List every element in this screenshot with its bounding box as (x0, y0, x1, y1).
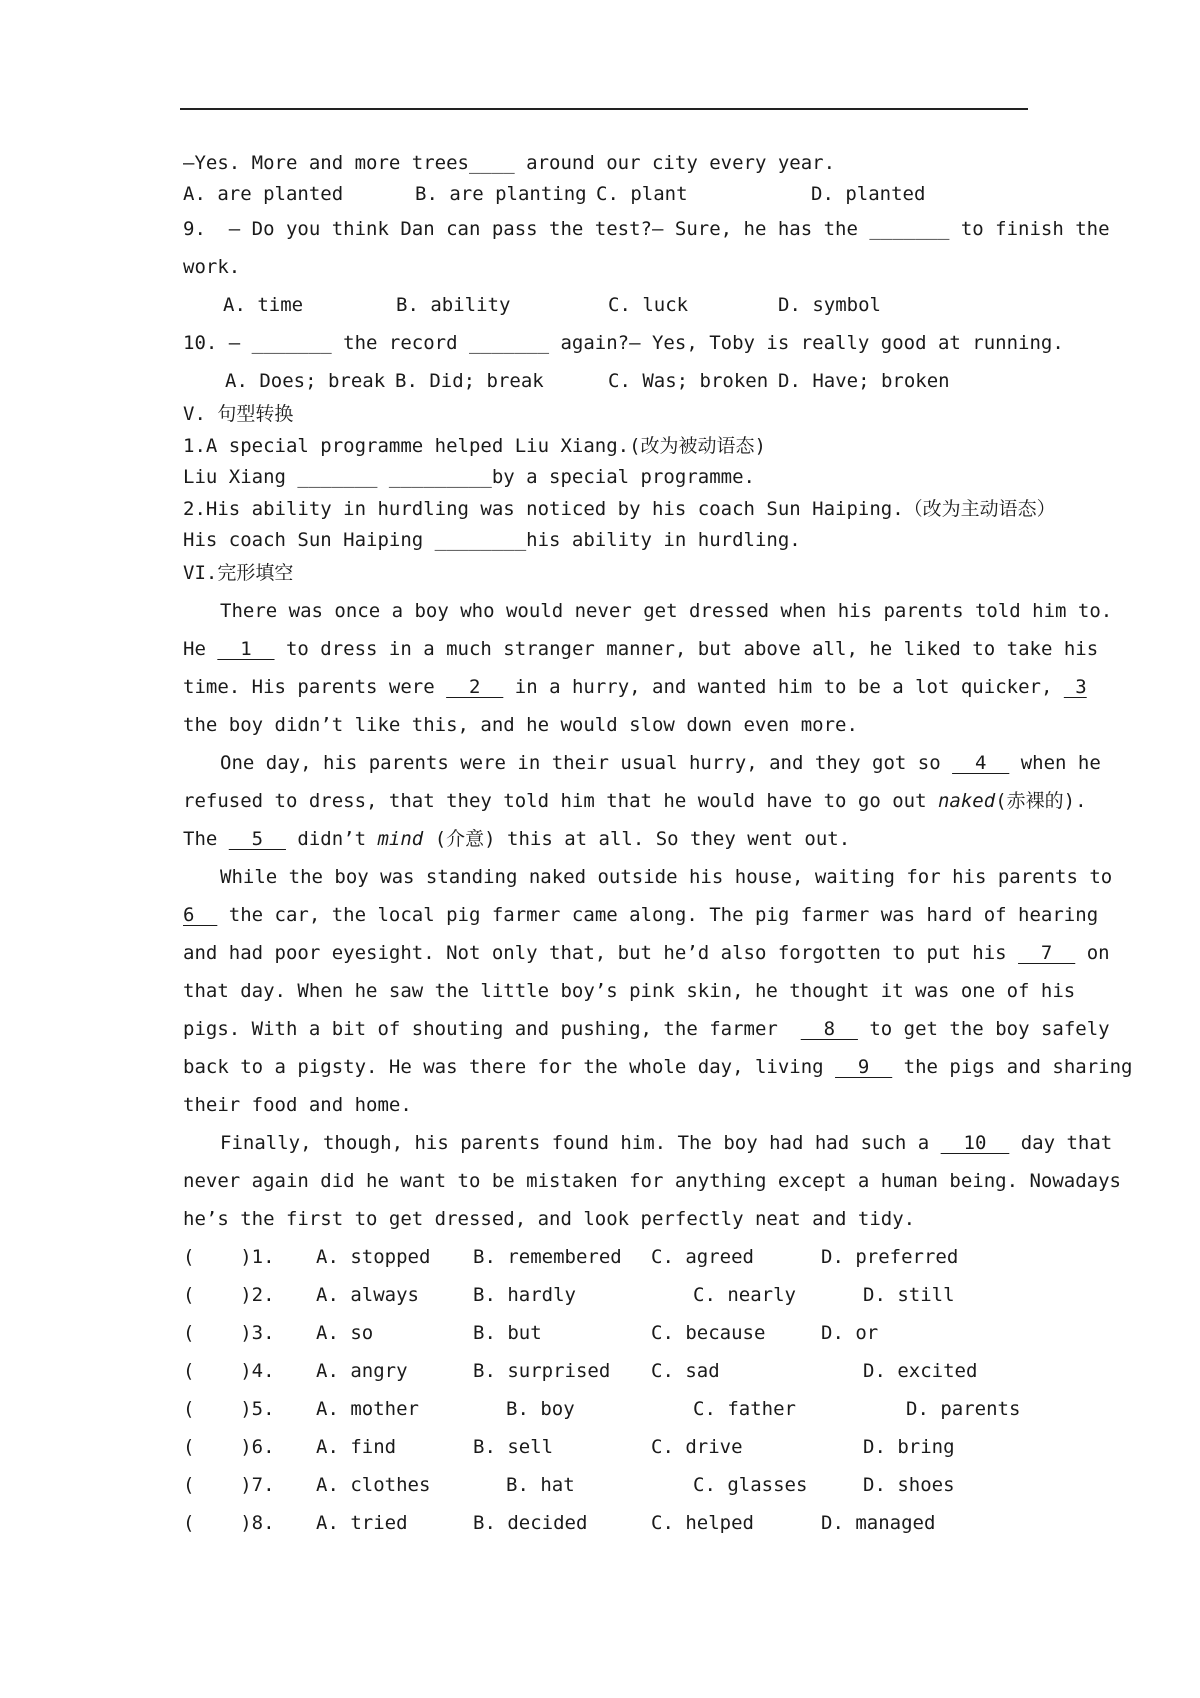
option-b: B. hat (506, 1474, 575, 1496)
option-b: B. surprised (473, 1360, 611, 1382)
option-c: C. glasses (693, 1474, 808, 1496)
option-a: A. always (316, 1284, 419, 1306)
blank-8: 8 (800, 1018, 858, 1040)
blank-4: 4 (952, 752, 1010, 774)
blank-5: 5 (228, 828, 286, 850)
option-b: B. remembered (473, 1246, 622, 1268)
p4-line1: Finally, though, his parents found him. The boy had had such a 10 day that (220, 1132, 1113, 1154)
word-mind: mind (377, 828, 424, 850)
option-d: D. preferred (821, 1246, 959, 1268)
option-number: ( )5. (183, 1398, 275, 1420)
q10-options (183, 368, 1033, 394)
option-a: A. so (316, 1322, 374, 1344)
option-d: D. bring (863, 1436, 955, 1458)
option-row (183, 1358, 1033, 1384)
blank-1: 1 (217, 638, 275, 660)
p3-line1: While the boy was standing naked outside his house, waiting for his parents to (220, 866, 1113, 888)
q9-stem-line2: work. (183, 256, 241, 278)
section-5-answer-1: Liu Xiang _______ _________by a special programme. (183, 466, 755, 488)
option-number: ( )8. (183, 1512, 275, 1534)
p3-line3: and had poor eyesight. Not only that, but he’d also forgotten to put his 7 on (183, 942, 1110, 964)
q10-option-a: A. Does; break (225, 370, 386, 392)
option-c: C. sad (651, 1360, 720, 1382)
section-6-heading: VI.完形填空 (183, 562, 294, 584)
blank-9: 9 (835, 1056, 893, 1078)
header-rule (180, 108, 1028, 110)
p3-line4: that day. When he saw the little boy’s pink skin, he thought it was one of his (183, 980, 1076, 1002)
p1-line2: He 1 to dress in a much stranger manner, but above all, he liked to take his (183, 638, 1099, 660)
section-5-heading: V. 句型转换 (183, 403, 294, 425)
p2-line1: One day, his parents were in their usual hurry, and they got so 4 when he (220, 752, 1101, 774)
p4-line2: never again did he want to be mistaken for anything except a human being. Nowadays (183, 1170, 1121, 1192)
option-d: D. or (821, 1322, 879, 1344)
q10-stem: 10. — _______ the record _______ again?— Yes, Toby is really good at running. (183, 332, 1064, 354)
q8-option-b: B. are planting (415, 183, 587, 205)
option-number: ( )7. (183, 1474, 275, 1496)
q10-option-c: C. Was; broken (608, 370, 769, 392)
q8-options (183, 181, 1033, 207)
q9-option-d: D. symbol (778, 294, 881, 316)
option-number: ( )2. (183, 1284, 275, 1306)
option-row (183, 1320, 1033, 1346)
option-number: ( )1. (183, 1246, 275, 1268)
option-row (183, 1472, 1033, 1498)
option-c: C. agreed (651, 1246, 754, 1268)
option-d: D. still (863, 1284, 955, 1306)
option-a: A. mother (316, 1398, 419, 1420)
blank-7: 7 (1018, 942, 1076, 964)
q8-option-a: A. are planted (183, 183, 344, 205)
blank-6: 6 (183, 904, 218, 926)
option-d: D. managed (821, 1512, 936, 1534)
option-a: A. clothes (316, 1474, 431, 1496)
blank-10: 10 (940, 1132, 1010, 1154)
p3-line6: back to a pigsty. He was there for the whole day, living 9 the pigs and sharing (183, 1056, 1133, 1078)
p3-line5: pigs. With a bit of shouting and pushing, the farmer 8 to get the boy safely (183, 1018, 1110, 1040)
p3-line7: their food and home. (183, 1094, 412, 1116)
blank-3: 3 (1063, 676, 1087, 698)
option-row (183, 1510, 1033, 1536)
q9-options (183, 292, 1033, 318)
option-b: B. but (473, 1322, 542, 1344)
option-c: C. nearly (693, 1284, 796, 1306)
option-b: B. decided (473, 1512, 588, 1534)
option-d: D. parents (906, 1398, 1021, 1420)
q10-option-d: D. Have; broken (778, 370, 950, 392)
option-d: D. shoes (863, 1474, 955, 1496)
option-c: C. drive (651, 1436, 743, 1458)
section-5-answer-2: His coach Sun Haiping ________his ability in hurdling. (183, 529, 801, 551)
option-a: A. stopped (316, 1246, 431, 1268)
option-c: C. helped (651, 1512, 754, 1534)
q8-option-d: D. planted (811, 183, 926, 205)
option-b: B. sell (473, 1436, 554, 1458)
q8-option-c: C. plant (596, 183, 688, 205)
q9-option-b: B. ability (396, 294, 511, 316)
option-row (183, 1282, 1033, 1308)
p3-line2: 6 the car, the local pig farmer came along. The pig farmer was hard of hearing (183, 904, 1099, 926)
option-a: A. tried (316, 1512, 408, 1534)
option-d: D. excited (863, 1360, 978, 1382)
option-b: B. hardly (473, 1284, 576, 1306)
blank-2: 2 (446, 676, 504, 698)
p2-line2: refused to dress, that they told him that he would have to go out naked(赤裸的). (183, 790, 1087, 812)
option-a: A. angry (316, 1360, 408, 1382)
option-a: A. find (316, 1436, 397, 1458)
option-c: C. because (651, 1322, 766, 1344)
q9-stem-line1: 9. — Do you think Dan can pass the test?— Sure, he has the _______ to finish the (183, 218, 1110, 240)
q9-option-c: C. luck (608, 294, 689, 316)
option-number: ( )6. (183, 1436, 275, 1458)
section-5-sentence-1: 1.A special programme helped Liu Xiang.(改为被动语态) (183, 435, 766, 457)
section-5-sentence-2: 2.His ability in hurdling was noticed by his coach Sun Haiping.（改为主动语态） (183, 498, 1056, 520)
option-row (183, 1434, 1033, 1460)
p1-line3: time. His parents were 2 in a hurry, and wanted him to be a lot quicker, 3 (183, 676, 1087, 698)
option-row (183, 1244, 1033, 1270)
p2-line3: The 5 didn’t mind (介意) this at all. So they went out. (183, 828, 851, 850)
option-row (183, 1396, 1033, 1422)
q10-option-b: B. Did; break (395, 370, 544, 392)
q9-option-a: A. time (223, 294, 304, 316)
p1-line4: the boy didn’t like this, and he would slow down even more. (183, 714, 858, 736)
p4-line3: he’s the first to get dressed, and look perfectly neat and tidy. (183, 1208, 916, 1230)
p1-line1: There was once a boy who would never get dressed when his parents told him to. (220, 600, 1113, 622)
option-number: ( )4. (183, 1360, 275, 1382)
q8-stem: —Yes. More and more trees____ around our city every year. (183, 152, 836, 174)
option-number: ( )3. (183, 1322, 275, 1344)
option-c: C. father (693, 1398, 796, 1420)
option-b: B. boy (506, 1398, 575, 1420)
word-naked: naked (937, 790, 996, 812)
